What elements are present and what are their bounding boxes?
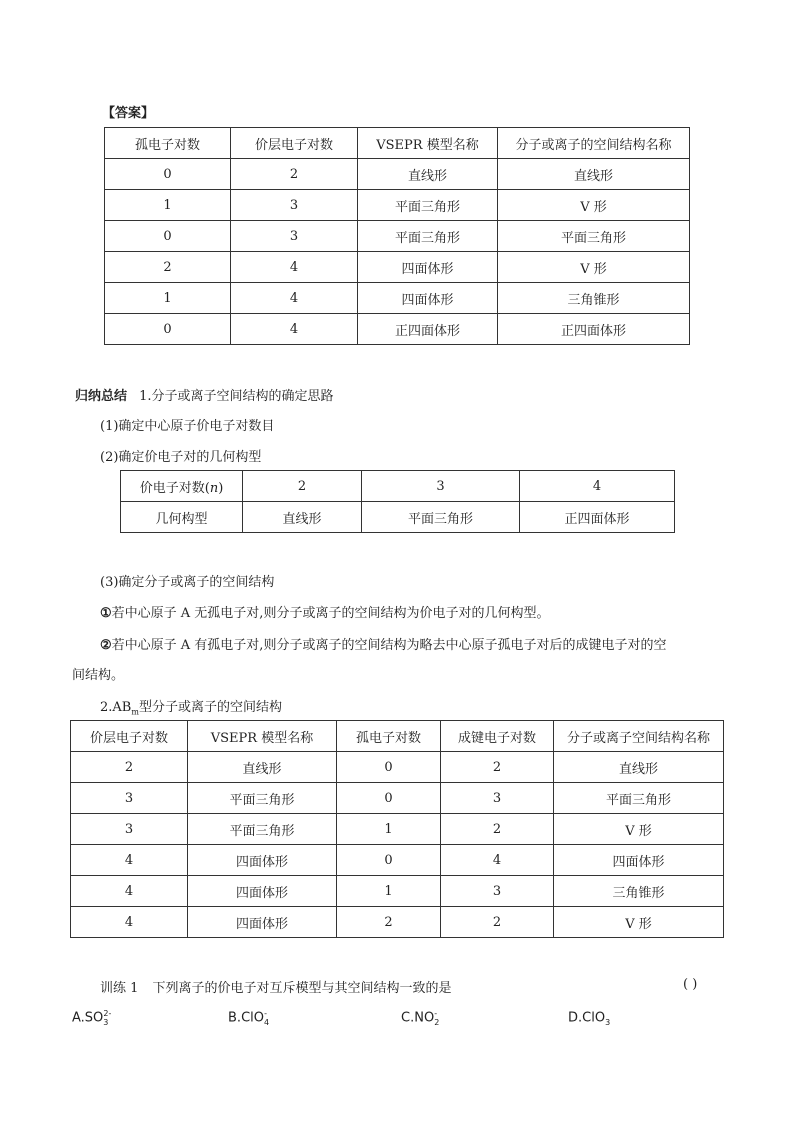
- point-1: ①若中心原子 A 无孤电子对,则分子或离子的空间结构为价电子对的几何构型。: [100, 606, 550, 621]
- table-cell: 平面三角形: [358, 221, 498, 252]
- table-cell: 三角锥形: [554, 876, 724, 907]
- table-row: [71, 845, 724, 876]
- table-cell: 四面体形: [188, 907, 337, 938]
- table-cell: 正四面体形: [358, 314, 498, 345]
- table2-cell: 3: [362, 471, 520, 502]
- table-row: [105, 221, 690, 252]
- table-header-cell: 成键电子对数: [441, 721, 554, 752]
- geometry-table: [120, 470, 675, 533]
- table-header-cell: 价层电子对数: [71, 721, 188, 752]
- step-2: (2)确定价电子对的几何构型: [100, 450, 262, 465]
- table-cell: 3: [71, 814, 188, 845]
- table-cell: 4: [231, 252, 358, 283]
- table-cell: 3: [231, 190, 358, 221]
- point-2-line-1: ②若中心原子 A 有孤电子对,则分子或离子的空间结构为略去中心原子孤电子对后的成键电子对的空: [100, 638, 667, 653]
- summary-heading: [75, 385, 334, 404]
- table-cell: 2: [105, 252, 231, 283]
- table2-cell: 平面三角形: [362, 502, 520, 533]
- table-cell: 四面体形: [554, 845, 724, 876]
- table-cell: 直线形: [358, 159, 498, 190]
- table-cell: 4: [71, 907, 188, 938]
- table2-row2-label: 几何构型: [121, 502, 243, 533]
- table-cell: 平面三角形: [358, 190, 498, 221]
- table-row: [105, 314, 690, 345]
- table-row: [71, 783, 724, 814]
- table-cell: 四面体形: [188, 876, 337, 907]
- table-row: [71, 752, 724, 783]
- table-cell: V 形: [554, 907, 724, 938]
- table-cell: 三角锥形: [498, 283, 690, 314]
- option-c[interactable]: $C.NO_2^-$: [401, 1009, 440, 1027]
- table2-cell: 2: [243, 471, 362, 502]
- point-2-line-2: 间结构。: [72, 668, 125, 683]
- table-cell: 0: [105, 159, 231, 190]
- table-cell: 3: [441, 783, 554, 814]
- table2-cell: 4: [520, 471, 675, 502]
- table-cell: 2: [441, 907, 554, 938]
- abm-structure-table: [70, 720, 724, 938]
- exercise-question: 训练 1 下列离子的价电子对互斥模型与其空间结构一致的是: [100, 981, 452, 996]
- table-header-row: [71, 721, 724, 752]
- table-cell: 4: [231, 283, 358, 314]
- table-header-cell: 分子或离子空间结构名称: [554, 721, 724, 752]
- table-cell: 平面三角形: [188, 814, 337, 845]
- table2-cell: 直线形: [243, 502, 362, 533]
- table-header-cell: VSEPR 模型名称: [358, 128, 498, 159]
- table-row: [105, 159, 690, 190]
- table-cell: 直线形: [188, 752, 337, 783]
- table-cell: 0: [105, 314, 231, 345]
- table-cell: 4: [441, 845, 554, 876]
- table-cell: V 形: [498, 252, 690, 283]
- answer-label: 【答案】: [102, 106, 155, 121]
- table-cell: 4: [71, 876, 188, 907]
- table-cell: 2: [231, 159, 358, 190]
- table-header-cell: 孤电子对数: [337, 721, 441, 752]
- table-cell: V 形: [498, 190, 690, 221]
- table-row: [105, 283, 690, 314]
- table-cell: 四面体形: [188, 845, 337, 876]
- summary-item-1: 1.分子或离子空间结构的确定思路: [139, 389, 334, 404]
- table-row: [105, 190, 690, 221]
- table-cell: 2: [441, 752, 554, 783]
- table-cell: 1: [337, 814, 441, 845]
- answer-table: [104, 127, 690, 345]
- table-cell: 2: [71, 752, 188, 783]
- summary-label: 归纳总结: [75, 389, 128, 404]
- table-row: [105, 252, 690, 283]
- table-cell: 3: [441, 876, 554, 907]
- circled-1-marker: ①: [100, 606, 112, 621]
- table-cell: 3: [231, 221, 358, 252]
- table-cell: 2: [337, 907, 441, 938]
- table-cell: 平面三角形: [554, 783, 724, 814]
- table-cell: 1: [105, 283, 231, 314]
- item-2-heading: $2.AB_m$型分子或离子的空间结构: [100, 700, 282, 717]
- table2-row1-label: 价电子对数(n): [121, 471, 243, 502]
- table-row: [71, 876, 724, 907]
- table-cell: 平面三角形: [188, 783, 337, 814]
- table-cell: 四面体形: [358, 283, 498, 314]
- table-header-row: [105, 128, 690, 159]
- table-cell: 2: [441, 814, 554, 845]
- table-cell: V 形: [554, 814, 724, 845]
- option-b[interactable]: B.ClO$_4$-: [228, 1009, 270, 1027]
- table-header-cell: 分子或离子的空间结构名称: [498, 128, 690, 159]
- table-cell: 1: [105, 190, 231, 221]
- table-cell: 平面三角形: [498, 221, 690, 252]
- table-cell: 直线形: [498, 159, 690, 190]
- table-cell: 四面体形: [358, 252, 498, 283]
- table-cell: 0: [337, 752, 441, 783]
- table-cell: 正四面体形: [498, 314, 690, 345]
- option-d[interactable]: D.ClO$_3$: [568, 1010, 611, 1027]
- table-cell: 3: [71, 783, 188, 814]
- table2-cell: 正四面体形: [520, 502, 675, 533]
- table-cell: 4: [71, 845, 188, 876]
- table-cell: 直线形: [554, 752, 724, 783]
- step-3: (3)确定分子或离子的空间结构: [100, 575, 275, 590]
- table-header-cell: 价层电子对数: [231, 128, 358, 159]
- exercise-label: 训练 1: [100, 981, 139, 996]
- table-header-cell: VSEPR 模型名称: [188, 721, 337, 752]
- step-1: (1)确定中心原子价电子对数目: [100, 419, 275, 434]
- table-cell: 0: [337, 845, 441, 876]
- answer-bracket: ( ): [683, 977, 698, 992]
- table-cell: 0: [337, 783, 441, 814]
- table-row: [71, 907, 724, 938]
- circled-2-marker: ②: [100, 638, 112, 653]
- table-cell: 0: [105, 221, 231, 252]
- table-cell: 4: [231, 314, 358, 345]
- table-row: [71, 814, 724, 845]
- table-cell: 1: [337, 876, 441, 907]
- table-header-cell: 孤电子对数: [105, 128, 231, 159]
- option-a[interactable]: $A.SO_3^{2-}$: [72, 1009, 112, 1027]
